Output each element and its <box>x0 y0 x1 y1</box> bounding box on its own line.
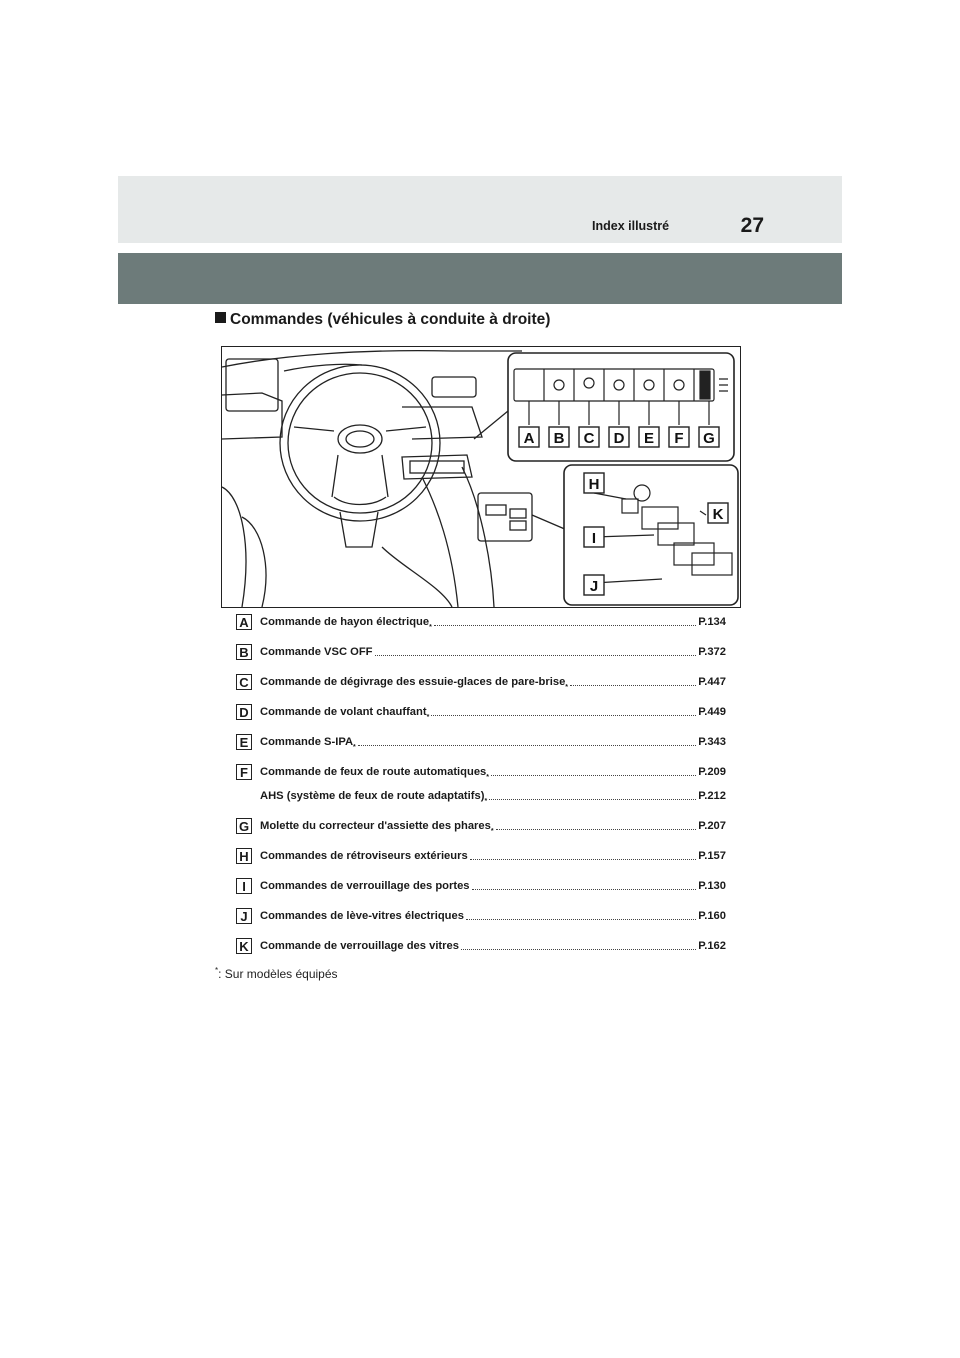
dashboard-drawing <box>222 347 740 607</box>
callout-A: A <box>523 430 535 447</box>
letter-badge: C <box>236 674 252 690</box>
callout-H: H <box>588 476 600 493</box>
dot-leader <box>466 919 696 920</box>
letter-badge: B <box>236 644 252 660</box>
page-reference[interactable]: P.207 <box>698 820 726 832</box>
dot-leader <box>358 745 696 746</box>
entry-line <box>260 850 726 862</box>
letter-badge: J <box>236 908 252 924</box>
subsection-title: Commandes (véhicules à conduite à droite) <box>230 311 551 328</box>
callout-G: G <box>703 430 715 447</box>
list-item <box>236 788 726 818</box>
callout-J: J <box>589 578 599 595</box>
letter-badge: A <box>236 614 252 630</box>
list-item <box>236 938 726 968</box>
page-reference[interactable]: P.134 <box>698 616 726 628</box>
list-item <box>236 908 726 938</box>
callout-C: C <box>583 430 595 447</box>
letter-badge: G <box>236 818 252 834</box>
control-index-list <box>236 614 726 968</box>
footnote <box>215 967 338 981</box>
page-reference[interactable]: P.160 <box>698 910 726 922</box>
dot-leader <box>470 859 697 860</box>
dot-leader <box>496 829 697 830</box>
callout-I: I <box>591 530 597 547</box>
footnote-mark: * <box>215 966 219 975</box>
letter-badge: I <box>236 878 252 894</box>
list-item <box>236 848 726 878</box>
entry-line <box>260 940 726 952</box>
entry-label: Commande de verrouillage des vitres <box>260 940 459 952</box>
entry-line: Commande de feux de route automatiques * P.209 <box>260 766 726 781</box>
entry-line: Commande de hayon électrique * P.134 <box>260 616 726 631</box>
entry-label: Commande de volant chauffant <box>260 706 427 718</box>
callout-K: K <box>712 506 724 523</box>
dot-leader <box>491 775 696 776</box>
dot-leader <box>472 889 697 890</box>
callout-F: F <box>674 430 684 447</box>
subsection-heading <box>215 311 550 329</box>
page-reference[interactable]: P.162 <box>698 940 726 952</box>
entry-line <box>260 880 726 892</box>
letter-badge: H <box>236 848 252 864</box>
entry-label: Commande de dégivrage des essuie-glaces de pare-brise <box>260 676 566 688</box>
entry-label: AHS (système de feux de route adaptatifs) <box>260 790 485 802</box>
entry-label: Commande de feux de route automatiques <box>260 766 487 778</box>
letter-badge: K <box>236 938 252 954</box>
page-reference[interactable]: P.372 <box>698 646 726 658</box>
entry-label: Commande de hayon électrique <box>260 616 430 628</box>
dot-leader <box>461 949 696 950</box>
dot-leader <box>489 799 696 800</box>
list-item <box>236 818 726 848</box>
list-item <box>236 644 726 674</box>
list-item <box>236 674 726 704</box>
entry-label: Commandes de verrouillage des portes <box>260 880 470 892</box>
dashboard-illustration <box>221 346 741 608</box>
callout-E: E <box>643 430 655 447</box>
square-bullet-icon <box>215 312 226 323</box>
dot-leader <box>434 625 696 626</box>
entry-line: Molette du correcteur d'assiette des phares * P.207 <box>260 820 726 835</box>
dot-leader <box>431 715 696 716</box>
header-band <box>118 176 842 243</box>
dot-leader <box>570 685 696 686</box>
page-reference[interactable]: P.449 <box>698 706 726 718</box>
list-item <box>236 614 726 644</box>
page-reference[interactable]: P.209 <box>698 766 726 778</box>
entry-line <box>260 910 726 922</box>
entry-line: AHS (système de feux de route adaptatifs) * P.212 <box>260 790 726 805</box>
page-number: 27 <box>740 214 764 237</box>
entry-label: Commande VSC OFF <box>260 646 373 658</box>
entry-label: Commandes de lève-vitres électriques <box>260 910 464 922</box>
page-reference[interactable]: P.130 <box>698 880 726 892</box>
letter-badge: E <box>236 734 252 750</box>
page-reference[interactable]: P.212 <box>698 790 726 802</box>
entry-line: Commande de dégivrage des essuie-glaces de pare-brise * P.447 <box>260 676 726 691</box>
entry-label: Molette du correcteur d'assiette des phares <box>260 820 491 832</box>
page-reference[interactable]: P.447 <box>698 676 726 688</box>
section-title: Index illustré <box>592 219 670 233</box>
page-reference[interactable]: P.343 <box>698 736 726 748</box>
letter-badge: D <box>236 704 252 720</box>
callout-D: D <box>613 430 625 447</box>
list-item <box>236 878 726 908</box>
callout-letters-top <box>519 427 719 447</box>
entry-label: Commandes de rétroviseurs extérieurs <box>260 850 468 862</box>
callout-B: B <box>553 430 565 447</box>
footnote-text: : Sur modèles équipés <box>218 967 338 981</box>
entry-label: Commande S-IPA <box>260 736 354 748</box>
letter-badge: F <box>236 764 252 780</box>
chapter-band <box>118 253 842 304</box>
entry-line: Commande de volant chauffant * P.449 <box>260 706 726 721</box>
dot-leader <box>375 655 697 656</box>
entry-line: Commande S-IPA * P.343 <box>260 736 726 751</box>
entry-line <box>260 646 726 658</box>
list-item <box>236 734 726 764</box>
page-reference[interactable]: P.157 <box>698 850 726 862</box>
list-item <box>236 704 726 734</box>
